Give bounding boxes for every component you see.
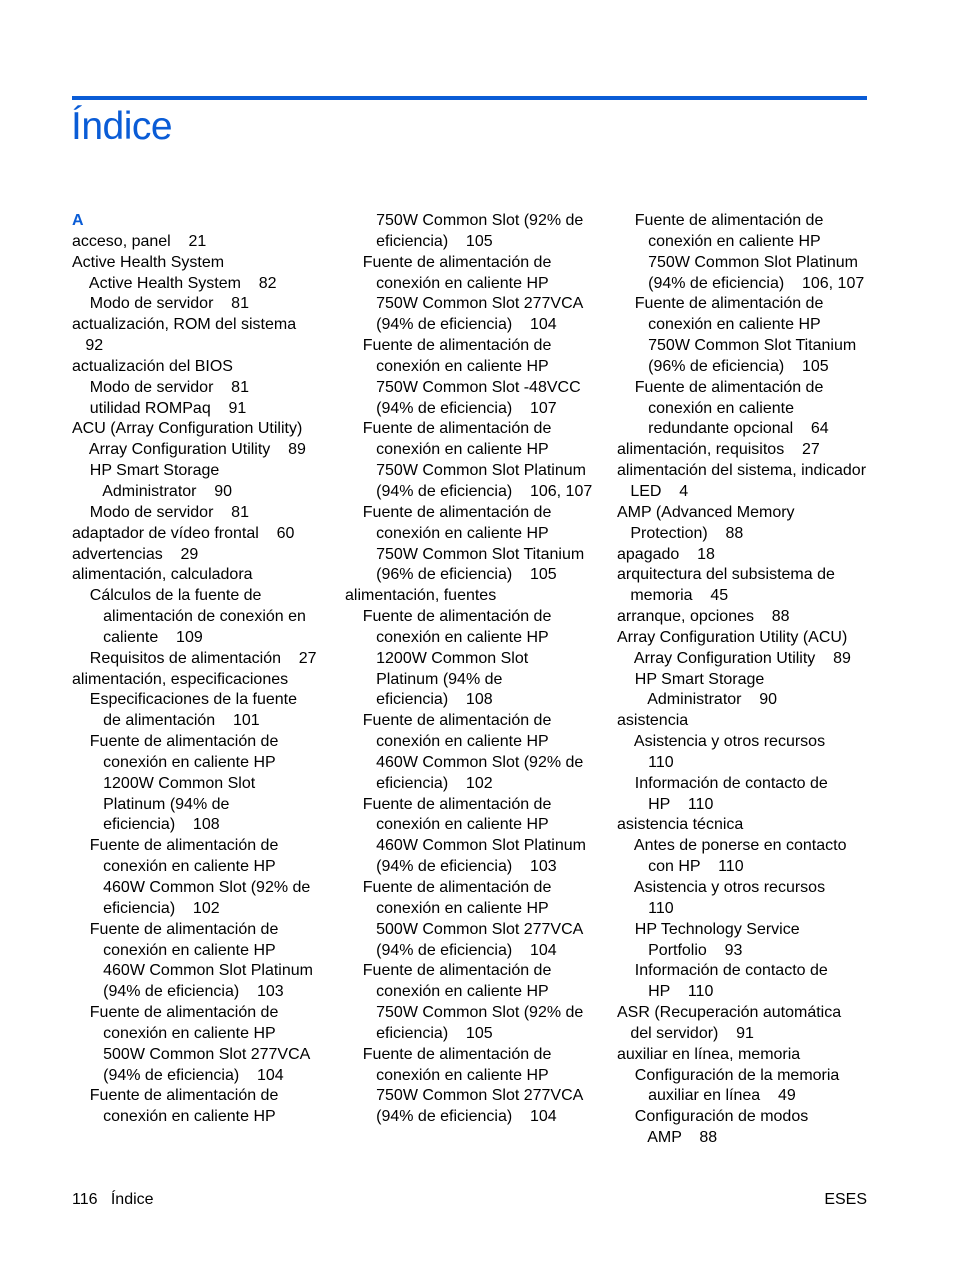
footer-page-label: 116 Índice [72,1191,154,1208]
index-entry-line: alimentación de conexión en [72,608,306,626]
index-entry-line: arquitectura del subsistema de [617,566,835,584]
index-entry-line: HP Technology Service [617,920,800,938]
index-entry-line: Antes de ponerse en contacto [617,837,847,855]
index-entry-line: Modo de servidor 81 [72,503,249,521]
index-entry-line: actualización del BIOS [72,357,233,375]
index-entry-line: conexión en caliente HP [345,274,549,292]
index-entry-line: Administrator 90 [617,691,778,709]
index-entry-line: Platinum (94% de [345,670,503,688]
index-entry-line: alimentación, calculadora [72,566,253,584]
index-entry-line: Fuente de alimentación de [617,212,824,229]
footer-locale: ESES [824,1191,867,1208]
index-entry-line: eficiencia) 105 [345,1024,493,1042]
index-entry-line: Configuración de la memoria [617,1066,840,1084]
index-entry-line: LED 4 [617,482,689,500]
index-entry-line: Modo de servidor 81 [72,295,249,313]
index-entry-line: Fuente de alimentación de [617,378,824,396]
index-entry-line: Array Configuration Utility 89 [617,649,851,667]
index-entry-line: conexión en caliente HP [345,628,549,646]
index-entry-line: 750W Common Slot (92% de [345,1004,584,1022]
index-entry-line: 110 [617,899,674,917]
index-entry-line: apagado 18 [617,545,715,563]
index-entry-line: Fuente de alimentación de [345,712,552,730]
index-entry-line: 460W Common Slot Platinum [345,837,586,855]
index-entry-line: 750W Common Slot Titanium [617,337,857,355]
index-entry-line: Información de contacto de [617,774,828,792]
index-entry-line: 1200W Common Slot [345,649,529,667]
page-title: Índice [71,105,173,148]
index-entry-line: HP Smart Storage [617,670,765,688]
index-entry-line: conexión en caliente HP [617,232,821,250]
index-entry-line: 460W Common Slot Platinum [72,962,313,980]
index-entry-line: asistencia [617,712,689,730]
index-entry-line: 750W Common Slot Platinum [345,462,586,480]
index-entry-line: eficiencia) 102 [72,899,220,917]
index-entry-line: Active Health System 82 [72,274,277,292]
index-entry-line: conexión en caliente HP [345,1066,549,1084]
index-entry-line: (94% de eficiencia) 104 [345,941,557,959]
index-entry-line: conexión en caliente HP [72,753,276,771]
index-column-2 [345,211,615,1128]
index-entry-line: redundante opcional 64 [617,420,829,438]
index-entry-line: Fuente de alimentación de [345,795,552,813]
index-entry-line: 1200W Common Slot [72,774,256,792]
index-entry-line: HP 110 [617,983,714,1001]
index-entry-line: (94% de eficiencia) 103 [72,983,284,1001]
index-entry-line: eficiencia) 108 [345,691,493,709]
index-entry-line: alimentación, fuentes [345,587,497,605]
index-entry-line: conexión en caliente HP [72,858,276,876]
index-column-1 [72,211,342,1128]
index-entry-line: (94% de eficiencia) 104 [345,1108,557,1126]
title-rule [72,96,867,100]
index-entry-line: Fuente de alimentación de [345,879,552,896]
index-entry-line: Información de contacto de [617,962,828,980]
index-entry-line: conexión en caliente HP [345,357,549,375]
index-entry-line: Fuente de alimentación de [345,337,552,355]
index-entry-line: Requisitos de alimentación 27 [72,649,317,667]
index-entry-line: Array Configuration Utility 89 [72,441,306,459]
index-entry-line: Platinum (94% de [72,795,230,813]
index-entry-line: auxiliar en línea 49 [617,1087,796,1105]
index-entry-line: Fuente de alimentación de [72,837,279,855]
index-entry-line: memoria 45 [617,587,729,605]
index-entry-line: acceso, panel 21 [72,232,207,250]
index-entry-line: arranque, opciones 88 [617,608,790,626]
index-entry-line: 750W Common Slot 277VCA [345,295,584,313]
index-entry-line: Especificaciones de la fuente [72,691,298,709]
index-entry-line: HP Smart Storage [72,462,220,480]
index-entry-line: Fuente de alimentación de [72,1004,279,1022]
index-entry-line: 92 [72,337,104,355]
index-entry-line: Modo de servidor 81 [72,378,249,396]
index-entry-line: actualización, ROM del sistema [72,316,297,334]
index-entry-line: conexión en caliente HP [345,524,549,542]
index-entry-line: Fuente de alimentación de [72,920,279,938]
index-entry-line: conexión en caliente HP [617,316,821,334]
index-entry-line: (94% de eficiencia) 106, 107 [345,482,593,500]
index-entry-line: Configuración de modos [617,1108,809,1126]
index-entry-line: auxiliar en línea, memoria [617,1045,801,1063]
index-entry-line: Cálculos de la fuente de [72,587,262,605]
index-entry-line: Fuente de alimentación de [345,962,552,980]
index-entry-line: 500W Common Slot 277VCA [72,1045,311,1063]
index-entry-line: (94% de eficiencia) 103 [345,858,557,876]
index-entry-line: caliente 109 [72,628,203,646]
index-entry-line: conexión en caliente HP [345,983,549,1001]
index-entry-line: 460W Common Slot (92% de [72,879,311,896]
index-entry-line: conexión en caliente HP [345,733,549,751]
index-entry-line: 460W Common Slot (92% de [345,753,584,771]
index-entry-line: 750W Common Slot Titanium [345,545,585,563]
index-entry-line: utilidad ROMPaq 91 [72,399,247,417]
index-entry-line: ASR (Recuperación automática [617,1004,842,1022]
index-entry-line: alimentación, especificaciones [72,670,289,688]
index-entry-line: conexión en caliente HP [72,1024,276,1042]
index-entry-line: del servidor) 91 [617,1024,754,1042]
index-entry-line: Fuente de alimentación de [72,733,279,751]
index-entry-line: adaptador de vídeo frontal 60 [72,524,295,542]
index-entry-line: Administrator 90 [72,482,233,500]
index-entry-line: alimentación del sistema, indicador [617,462,867,480]
index-entry-line: Asistencia y otros recursos [617,879,826,896]
index-letter-heading: A [72,212,84,229]
index-entry-line: con HP 110 [617,858,744,876]
index-entry-line: (96% de eficiencia) 105 [345,566,557,584]
index-entry-line: Fuente de alimentación de [345,420,552,438]
index-entry-line: (94% de eficiencia) 107 [345,399,557,417]
index-entry-line: Fuente de alimentación de [345,1045,552,1063]
index-entry-line: Array Configuration Utility (ACU) [617,628,848,646]
index-entry-line: 500W Common Slot 277VCA [345,920,584,938]
index-entry-line: conexión en caliente HP [72,1108,276,1126]
index-entry-line: (94% de eficiencia) 104 [345,316,557,334]
index-entry-line: Protection) 88 [617,524,744,542]
index-entry-line: Fuente de alimentación de [345,503,552,521]
index-entry-line: conexión en caliente HP [345,441,549,459]
index-entry-line: conexión en caliente HP [72,941,276,959]
index-entry-line: AMP 88 [617,1129,718,1147]
index-entry-line: ACU (Array Configuration Utility) [72,420,303,438]
index-entry-line: asistencia técnica [617,816,744,834]
index-entry-line: 750W Common Slot -48VCC [345,378,581,396]
index-entry-line: (96% de eficiencia) 105 [617,357,829,375]
index-entry-line: eficiencia) 105 [345,232,493,250]
index-entry-line: alimentación, requisitos 27 [617,441,820,459]
index-entry-line: (94% de eficiencia) 104 [72,1066,284,1084]
index-entry-line: Asistencia y otros recursos [617,733,826,751]
index-entry-line: Active Health System [72,253,225,271]
index-entry-line: conexión en caliente HP [345,816,549,834]
index-entry-line: eficiencia) 108 [72,816,220,834]
index-entry-line: eficiencia) 102 [345,774,493,792]
index-entry-line: conexión en caliente HP [345,899,549,917]
index-entry-line: de alimentación 101 [72,712,260,730]
index-entry-line: 750W Common Slot 277VCA [345,1087,584,1105]
index-entry-line: Fuente de alimentación de [72,1087,279,1105]
index-entry-line: advertencias 29 [72,545,199,563]
index-entry-line: (94% de eficiencia) 106, 107 [617,274,865,292]
index-entry-line: AMP (Advanced Memory [617,503,795,521]
index-entry-line: 750W Common Slot Platinum [617,253,858,271]
index-entry-line: 750W Common Slot (92% de [345,212,584,229]
index-entry-line: Portfolio 93 [617,941,743,959]
index-entry-line: 110 [617,753,674,771]
index-entry-line: Fuente de alimentación de [617,295,824,313]
index-entry-line: Fuente de alimentación de [345,253,552,271]
index-entry-line: HP 110 [617,795,714,813]
index-column-3 [617,211,877,1149]
index-entry-line: conexión en caliente [617,399,794,417]
index-entry-line: Fuente de alimentación de [345,608,552,626]
